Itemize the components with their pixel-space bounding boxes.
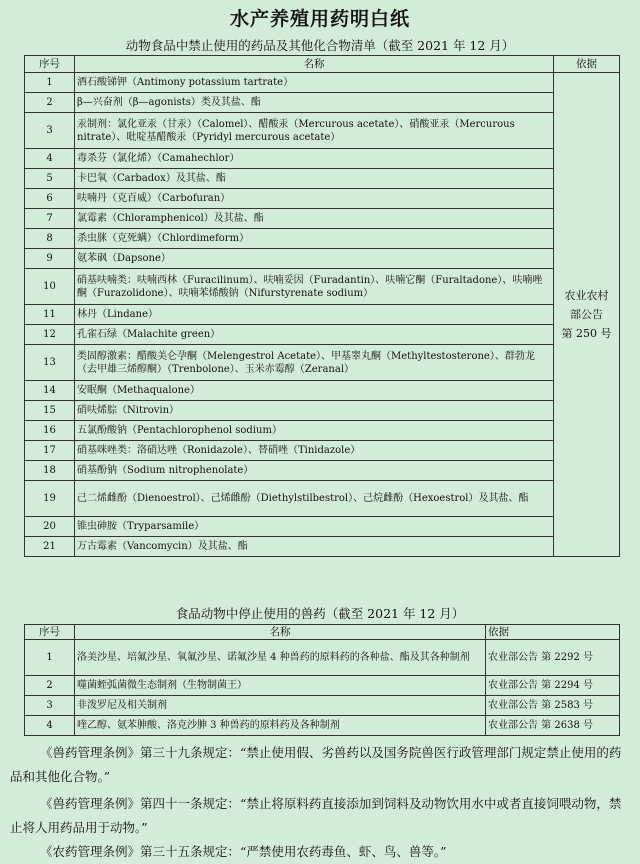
row-number: 1 [25,73,75,93]
table-row [25,696,620,716]
table-row [25,325,620,345]
substance-name: 硝基酚钠（Sodium nitrophenolate） [75,461,554,481]
row-number: 8 [25,229,75,249]
table-row [25,381,620,401]
regulation-paragraph: 《兽药管理条例》第三十九条规定：“禁止使用假、劣兽药以及国务院兽医行政管理部门规定禁止使用的药品和其他化合物。” [10,745,622,784]
table-row [25,640,620,676]
substance-name: 氯霉素（Chloramphenicol）及其盐、酯 [75,209,554,229]
table-row [25,345,620,381]
table-row [25,305,620,325]
table-row [25,481,620,517]
table-row [25,169,620,189]
basis-cell: 农业部公告 第 2292 号 [486,640,620,676]
substance-name: 硝基咪唑类：洛硝达唑（Ronidazole）、替硝唑（Tinidazole） [75,441,554,461]
substance-name: 毒杀芬（氯化烯）（Camahechlor） [75,149,554,169]
substance-name: 汞制剂：氯化亚汞（甘汞）（Calomel）、醋酸汞（Mercurous acetate）、硝酸亚汞（Mercurous nitrate）、吡啶基醋酸汞（Pyridyl mercurous acetate） [75,113,554,149]
row-number: 9 [25,249,75,269]
substance-name: 呋喃丹（克百威）（Carbofuran） [75,189,554,209]
row-number: 5 [25,169,75,189]
substance-name: 类固醇激素：醋酸美仑孕酮（Melengestrol Acetate）、甲基睾丸酮（Methyltestosterone）、群勃龙（去甲雄三烯醇酮）（Trenbolone）、玉米赤霉醇（Zeranal） [75,345,554,381]
banned-substances-table [24,55,620,557]
row-number: 7 [25,209,75,229]
regulation-paragraph: 《农药管理条例》第三十五条规定：“严禁使用农药毒鱼、虾、鸟、兽等。” [40,844,447,859]
row-number: 4 [25,149,75,169]
substance-name: 己二烯雌酚（Dienoestrol）、己烯雌酚（Diethylstilbestrol）、己烷雌酚（Hexoestrol）及其盐、酯 [75,481,554,517]
drug-name: 噬菌蛭弧菌微生态制剂（生物制菌王） [75,676,486,696]
table-row [25,73,620,93]
drug-name: 喹乙醇、氨苯胂酸、洛克沙胂 3 种兽药的原料药及各种制剂 [75,716,486,736]
table-row [25,269,620,305]
basis-line: 农业农村 [564,289,609,302]
basis-cell: 农业部公告 第 2294 号 [486,676,620,696]
table-row [25,401,620,421]
header-no: 序号 [25,56,75,73]
table-row [25,189,620,209]
row-number: 11 [25,305,75,325]
table-row [25,676,620,696]
substance-name: 万古霉素（Vancomycin）及其盐、酯 [75,537,554,557]
substance-name: 安眠酮（Methaqualone） [75,381,554,401]
row-number: 2 [25,676,75,696]
substance-name: 硝呋烯腙（Nitrovin） [75,401,554,421]
row-number: 3 [25,696,75,716]
row-number: 19 [25,481,75,517]
stopped-drugs-table [24,624,620,736]
row-number: 1 [25,640,75,676]
basis-line: 第 250 号 [561,327,612,340]
row-number: 4 [25,716,75,736]
row-number: 15 [25,401,75,421]
basis-cell: 农业部公告 第 2583 号 [486,696,620,716]
header-basis: 依据 [554,56,620,73]
header-basis: 依据 [486,625,620,640]
substance-name: 林丹（Lindane） [75,305,554,325]
row-number: 21 [25,537,75,557]
substance-name: 杀虫脒（克死螨）（Chlordimeform） [75,229,554,249]
header-name: 名称 [75,56,554,73]
row-number: 20 [25,517,75,537]
table-row [25,517,620,537]
row-number: 10 [25,269,75,305]
table-row [25,461,620,481]
row-number: 12 [25,325,75,345]
basis-cell [554,73,620,557]
page-title: 水产养殖用药明白纸 [229,8,410,30]
table1-caption: 动物食品中禁止使用的药品及其他化合物清单（截至 2021 年 12 月） [125,38,515,53]
basis-cell: 农业部公告 第 2638 号 [486,716,620,736]
substance-name: 五氯酚酸钠（Pentachlorophenol sodium） [75,421,554,441]
substance-name: β—兴奋剂（β—agonists）类及其盐、酯 [75,93,554,113]
table-row [25,441,620,461]
table-row [25,149,620,169]
regulation-paragraph: 《兽药管理条例》第四十一条规定：“禁止将原料药直接添加到饲料及动物饮用水中或者直接饲喂动物，禁止将人用药品用于动物。” [10,796,622,835]
row-number: 17 [25,441,75,461]
substance-name: 锥虫砷胺（Tryparsamile） [75,517,554,537]
table2-caption: 食品动物中停止使用的兽药（截至 2021 年 12 月） [175,606,465,621]
row-number: 18 [25,461,75,481]
row-number: 13 [25,345,75,381]
row-number: 3 [25,113,75,149]
drug-name: 洛美沙星、培氟沙星、氧氟沙星、诺氟沙星 4 种兽药的原料药的各种盐、酯及其各种制剂 [75,640,486,676]
substance-name: 硝基呋喃类：呋喃西林（Furacilinum）、呋喃妥因（Furadantin）、呋喃它酮（Furaltadone）、呋喃唑酮（Furazolidone）、呋喃苯烯酸钠（Nifurstyrenate sodium） [75,269,554,305]
substance-name: 氨苯砜（Dapsone） [75,249,554,269]
table-row [25,209,620,229]
header-no: 序号 [25,625,75,640]
table-row [25,249,620,269]
table-row [25,537,620,557]
substance-name: 酒石酸锑钾（Antimony potassium tartrate） [75,73,554,93]
substance-name: 卡巴氧（Carbadox）及其盐、酯 [75,169,554,189]
substance-name: 孔雀石绿（Malachite green） [75,325,554,345]
table-row [25,716,620,736]
row-number: 2 [25,93,75,113]
header-name: 名称 [75,625,486,640]
row-number: 6 [25,189,75,209]
table-row [25,93,620,113]
basis-line: 部公告 [570,308,603,321]
row-number: 16 [25,421,75,441]
table-row [25,113,620,149]
table-row [25,229,620,249]
drug-name: 非泼罗尼及相关制剂 [75,696,486,716]
row-number: 14 [25,381,75,401]
table-row [25,421,620,441]
